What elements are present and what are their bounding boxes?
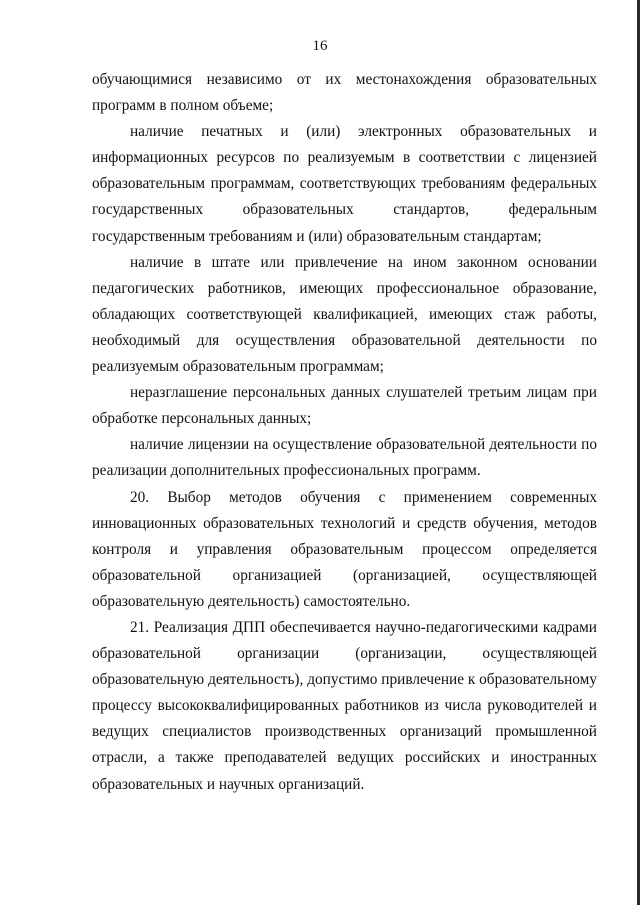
paragraph-item-21: 21. Реализация ДПП обеспечивается научно-педагогическими кадрами образовательной организации (организации, осуществляющей образовательную деятельность), допустимо привлечение к образовательному процессу высококвалифицированных работников из числа руководителей и ведущих специалистов производственных организаций промышленной отрасли, а также преподавателей ведущих российских и иностранных образовательных и научных организаций. — [92, 618, 597, 793]
paragraph-printed-resources: наличие печатных и (или) электронных образовательных и информационных ресурсов по реализуемым в соответствии с лицензией образовательным программам, соответствующих требованиям федеральных государственных образовательных стандартов, федеральным государственным требованиям и (или) образовательным стандартам; — [92, 123, 597, 245]
paragraph-continuation: обучающимися независимо от их местонахождения образовательных программ в полном объеме; — [92, 71, 597, 115]
paragraph-staff: наличие в штате или привлечение на ином законном основании педагогических работников, имеющих профессиональное образование, обладающих соответствующей квалификацией, имеющих стаж работы, необходимый для осуществления образовательной деятельности по реализуемым образовательным программам; — [92, 253, 597, 376]
paragraph-personal-data: неразглашение персональных данных слушателей третьим лицам при обработке персональных данных; — [92, 384, 597, 428]
document-body — [92, 67, 597, 798]
page-number: 16 — [312, 38, 328, 54]
paragraph-item-20: 20. Выбор методов обучения с применением современных инновационных образовательных технологий и средств обучения, методов контроля и управления образовательным процессом определяется образовательной организацией (организацией, осуществляющей образовательную деятельность) самостоятельно. — [92, 488, 597, 610]
paragraph-license: наличие лицензии на осуществление образовательной деятельности по реализации дополнительных профессиональных программ. — [92, 436, 597, 480]
